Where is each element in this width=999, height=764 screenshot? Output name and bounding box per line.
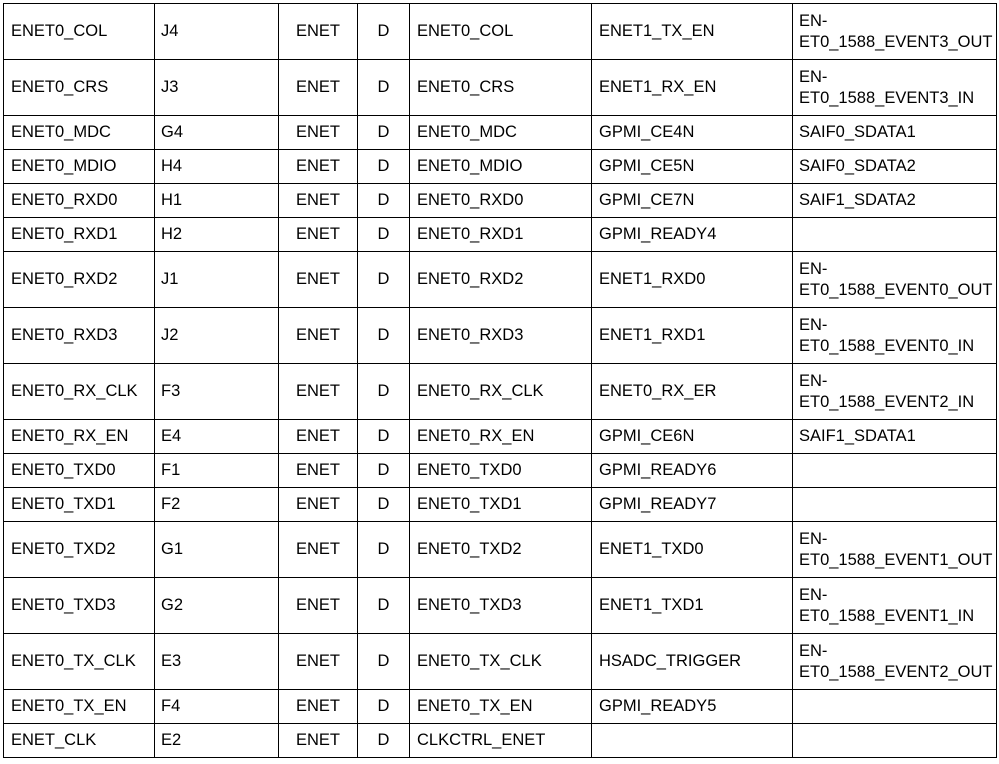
direction-cell: D xyxy=(358,184,410,218)
direction-cell: D xyxy=(358,522,410,578)
interface-cell: ENET xyxy=(279,690,358,724)
interface-cell: ENET xyxy=(279,60,358,116)
table-row xyxy=(4,116,997,150)
ball-cell: F4 xyxy=(155,690,279,724)
alt1-function-cell: GPMI_CE6N xyxy=(592,420,793,454)
ball-cell: H4 xyxy=(155,150,279,184)
alt1-function-cell: ENET0_RX_ER xyxy=(592,364,793,420)
signal-name-cell: ENET0_RXD1 xyxy=(4,218,155,252)
ball-cell: J3 xyxy=(155,60,279,116)
direction-cell: D xyxy=(358,420,410,454)
table-row xyxy=(4,60,997,116)
table-row xyxy=(4,578,997,634)
alt0-function-cell: ENET0_RX_CLK xyxy=(410,364,592,420)
alt1-function-cell: ENET1_RXD1 xyxy=(592,308,793,364)
table-row xyxy=(4,150,997,184)
ball-cell: F3 xyxy=(155,364,279,420)
table-row xyxy=(4,634,997,690)
alt1-function-cell: GPMI_CE5N xyxy=(592,150,793,184)
alt0-function-cell: CLKCTRL_ENET xyxy=(410,724,592,758)
alt0-function-cell: ENET0_TXD2 xyxy=(410,522,592,578)
table-row xyxy=(4,252,997,308)
alt0-function-cell: ENET0_TX_EN xyxy=(410,690,592,724)
alt0-function-cell: ENET0_TXD3 xyxy=(410,578,592,634)
alt2-function-cell xyxy=(793,218,997,252)
signal-name-cell: ENET0_MDIO xyxy=(4,150,155,184)
direction-cell: D xyxy=(358,488,410,522)
ball-cell: G1 xyxy=(155,522,279,578)
table-row xyxy=(4,184,997,218)
direction-cell: D xyxy=(358,4,410,60)
interface-cell: ENET xyxy=(279,634,358,690)
ball-cell: G2 xyxy=(155,578,279,634)
table-body xyxy=(4,4,997,758)
alt1-function-cell: GPMI_READY5 xyxy=(592,690,793,724)
interface-cell: ENET xyxy=(279,150,358,184)
alt1-function-cell: ENET1_RX_EN xyxy=(592,60,793,116)
alt1-function-cell: GPMI_READY7 xyxy=(592,488,793,522)
alt1-function-cell: ENET1_TX_EN xyxy=(592,4,793,60)
alt2-function-cell: SAIF1_SDATA2 xyxy=(793,184,997,218)
alt0-function-cell: ENET0_RXD2 xyxy=(410,252,592,308)
ball-cell: J1 xyxy=(155,252,279,308)
alt0-function-cell: ENET0_TXD0 xyxy=(410,454,592,488)
pin-mux-table xyxy=(3,3,997,758)
interface-cell: ENET xyxy=(279,454,358,488)
direction-cell: D xyxy=(358,60,410,116)
alt1-function-cell: ENET1_RXD0 xyxy=(592,252,793,308)
table-row xyxy=(4,308,997,364)
direction-cell: D xyxy=(358,724,410,758)
alt2-function-cell: EN- ET0_1588_EVENT3_OUT xyxy=(793,4,997,60)
alt2-function-cell xyxy=(793,690,997,724)
alt2-function-cell: EN- ET0_1588_EVENT0_IN xyxy=(793,308,997,364)
table-row xyxy=(4,454,997,488)
table-row xyxy=(4,364,997,420)
alt2-function-cell: EN- ET0_1588_EVENT1_IN xyxy=(793,578,997,634)
alt0-function-cell: ENET0_MDC xyxy=(410,116,592,150)
direction-cell: D xyxy=(358,578,410,634)
alt1-function-cell: GPMI_CE7N xyxy=(592,184,793,218)
direction-cell: D xyxy=(358,150,410,184)
alt1-function-cell: GPMI_READY6 xyxy=(592,454,793,488)
alt0-function-cell: ENET0_RX_EN xyxy=(410,420,592,454)
signal-name-cell: ENET0_RX_CLK xyxy=(4,364,155,420)
ball-cell: H1 xyxy=(155,184,279,218)
ball-cell: G4 xyxy=(155,116,279,150)
direction-cell: D xyxy=(358,116,410,150)
signal-name-cell: ENET0_TX_CLK xyxy=(4,634,155,690)
alt2-function-cell: SAIF0_SDATA2 xyxy=(793,150,997,184)
table-row xyxy=(4,4,997,60)
interface-cell: ENET xyxy=(279,218,358,252)
alt0-function-cell: ENET0_CRS xyxy=(410,60,592,116)
alt2-function-cell: EN- ET0_1588_EVENT2_IN xyxy=(793,364,997,420)
signal-name-cell: ENET0_COL xyxy=(4,4,155,60)
interface-cell: ENET xyxy=(279,4,358,60)
interface-cell: ENET xyxy=(279,488,358,522)
signal-name-cell: ENET0_RXD3 xyxy=(4,308,155,364)
ball-cell: F2 xyxy=(155,488,279,522)
interface-cell: ENET xyxy=(279,364,358,420)
alt2-function-cell: EN- ET0_1588_EVENT2_OUT xyxy=(793,634,997,690)
interface-cell: ENET xyxy=(279,308,358,364)
alt2-function-cell: SAIF1_SDATA1 xyxy=(793,420,997,454)
ball-cell: E3 xyxy=(155,634,279,690)
signal-name-cell: ENET0_CRS xyxy=(4,60,155,116)
alt0-function-cell: ENET0_MDIO xyxy=(410,150,592,184)
alt0-function-cell: ENET0_RXD3 xyxy=(410,308,592,364)
alt2-function-cell: SAIF0_SDATA1 xyxy=(793,116,997,150)
signal-name-cell: ENET0_MDC xyxy=(4,116,155,150)
ball-cell: E4 xyxy=(155,420,279,454)
signal-name-cell: ENET0_TXD0 xyxy=(4,454,155,488)
alt2-function-cell: EN- ET0_1588_EVENT3_IN xyxy=(793,60,997,116)
alt0-function-cell: ENET0_COL xyxy=(410,4,592,60)
alt0-function-cell: ENET0_TXD1 xyxy=(410,488,592,522)
table-row xyxy=(4,488,997,522)
ball-cell: J4 xyxy=(155,4,279,60)
interface-cell: ENET xyxy=(279,522,358,578)
alt1-function-cell: ENET1_TXD1 xyxy=(592,578,793,634)
signal-name-cell: ENET0_TXD1 xyxy=(4,488,155,522)
alt0-function-cell: ENET0_RXD0 xyxy=(410,184,592,218)
ball-cell: E2 xyxy=(155,724,279,758)
table-row xyxy=(4,522,997,578)
signal-name-cell: ENET0_RXD0 xyxy=(4,184,155,218)
signal-name-cell: ENET0_RX_EN xyxy=(4,420,155,454)
direction-cell: D xyxy=(358,364,410,420)
alt0-function-cell: ENET0_TX_CLK xyxy=(410,634,592,690)
direction-cell: D xyxy=(358,308,410,364)
alt1-function-cell: GPMI_CE4N xyxy=(592,116,793,150)
alt1-function-cell: HSADC_TRIGGER xyxy=(592,634,793,690)
signal-name-cell: ENET_CLK xyxy=(4,724,155,758)
interface-cell: ENET xyxy=(279,420,358,454)
interface-cell: ENET xyxy=(279,116,358,150)
alt0-function-cell: ENET0_RXD1 xyxy=(410,218,592,252)
alt2-function-cell xyxy=(793,454,997,488)
alt2-function-cell xyxy=(793,724,997,758)
signal-name-cell: ENET0_TXD3 xyxy=(4,578,155,634)
table-row xyxy=(4,724,997,758)
alt2-function-cell xyxy=(793,488,997,522)
direction-cell: D xyxy=(358,690,410,724)
interface-cell: ENET xyxy=(279,184,358,218)
direction-cell: D xyxy=(358,218,410,252)
alt2-function-cell: EN- ET0_1588_EVENT0_OUT xyxy=(793,252,997,308)
table-row xyxy=(4,690,997,724)
alt2-function-cell: EN- ET0_1588_EVENT1_OUT xyxy=(793,522,997,578)
interface-cell: ENET xyxy=(279,578,358,634)
interface-cell: ENET xyxy=(279,724,358,758)
ball-cell: F1 xyxy=(155,454,279,488)
signal-name-cell: ENET0_RXD2 xyxy=(4,252,155,308)
ball-cell: H2 xyxy=(155,218,279,252)
alt1-function-cell: ENET1_TXD0 xyxy=(592,522,793,578)
signal-name-cell: ENET0_TXD2 xyxy=(4,522,155,578)
interface-cell: ENET xyxy=(279,252,358,308)
table-row xyxy=(4,420,997,454)
ball-cell: J2 xyxy=(155,308,279,364)
alt1-function-cell: GPMI_READY4 xyxy=(592,218,793,252)
signal-name-cell: ENET0_TX_EN xyxy=(4,690,155,724)
direction-cell: D xyxy=(358,634,410,690)
direction-cell: D xyxy=(358,252,410,308)
alt1-function-cell xyxy=(592,724,793,758)
direction-cell: D xyxy=(358,454,410,488)
table-row xyxy=(4,218,997,252)
